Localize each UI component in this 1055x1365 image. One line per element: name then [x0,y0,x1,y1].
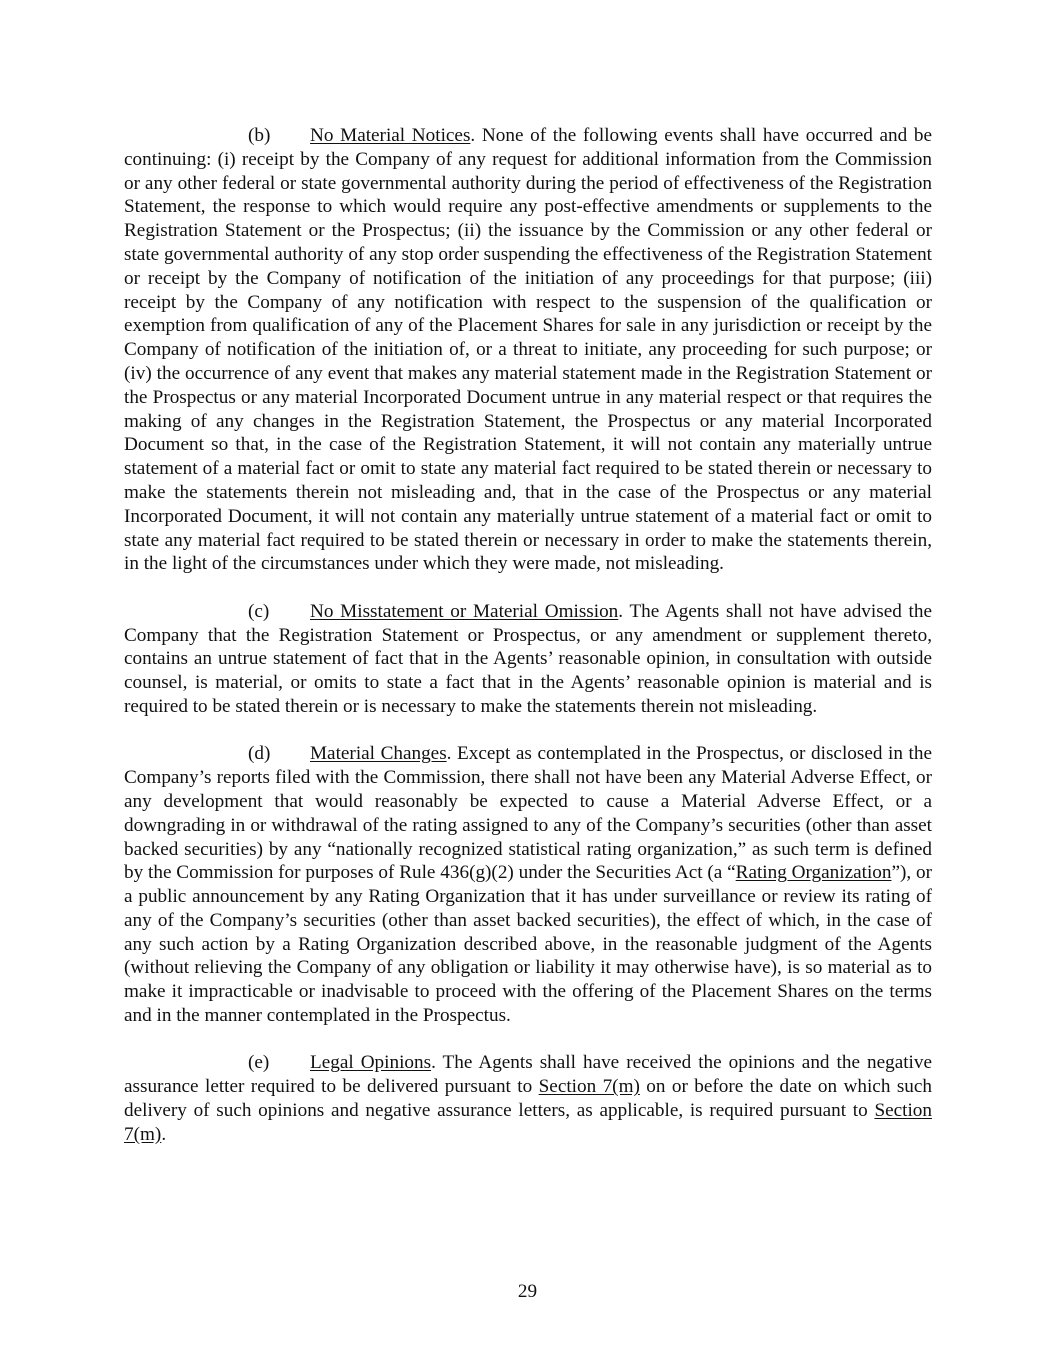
paragraph-body: . None of the following events shall have occurred and be continuing: (i) receipt by the Company of any request for additional information from the Commission or any other federal or state governmental authority during the period of effectiveness of the Registration Statement, the response to which would require any post-effective amendments or supplements to the Registration Statement or the Prospectus; (ii) the issuance by the Commission or any other federal or state governmental authority of any stop order suspending the effectiveness of the Registration Statement or receipt by the Company of notification of the initiation of any proceedings for that purpose; (iii) receipt by the Company of any notification with respect to the suspension of the qualification or exemption from qualification of any of the Placement Shares for sale in any jurisdiction or receipt by the Company of notification of the initiation of, or a threat to initiate, any proceeding for such purpose; or (iv) the occurrence of any event that makes any material statement made in the Registration Statement or the Prospectus or any material Incorporated Document untrue in any material respect or that requires the making of any changes in the Registration Statement, the Prospectus or any material Incorporated Document so that, in the case of the Registration Statement, it will not contain any materially untrue statement of a material fact or omit to state any material fact required to be stated therein or necessary to make the statements therein not misleading and, that in the case of the Prospectus or any material Incorporated Document, it will not contain any materially untrue statement of a material fact or omit to state any material fact required to be stated therein or necessary in order to make the statements therein, in the light of the circumstances under which they were made, not misleading. [124,125,933,575]
paragraph-heading: Legal Opinions [310,1052,432,1074]
paragraph-body: . The Agents shall have received the opinions and the negative assurance letter required to be delivered pursuant to [124,1052,932,1098]
document-page [124,124,932,1147]
paragraph-heading: No Material Notices [310,125,471,146]
paragraph-e [124,1051,932,1146]
paragraph-body: ”), or a public announcement by any Rating Organization that it has under surveillance or review its rating of any of the Company’s securities (other than asset backed securities), the effect of which, in the case of any such action by a Rating Organization described above, in the reasonable judgment of the Agents (without relieving the Company of any obligation or liability it may otherwise have), is so material as to make it impracticable or inadvisable to proceed with the offering of the Placement Shares on the terms and in the manner contemplated in the Prospectus. [124,862,932,1027]
paragraph-body: . The Agents shall not have advised the Company that the Registration Statement or Prospectus, or any amendment or supplement thereto, contains an untrue statement of fact that in the Agents’ reasonable opinion, in consultation with outside counsel, is material, or omits to state a fact that in the Agents’ reasonable opinion is material and is required to be stated therein or is necessary to make the statements therein not misleading. [124,600,932,717]
paragraph-body: . [161,1123,167,1145]
paragraph-heading: No Misstatement or Material Omission [310,600,619,622]
section-reference: Section 7(m) [538,1076,640,1098]
section-reference: Section 7(m) [124,1100,932,1145]
paragraph-d [124,742,932,1028]
paragraph-marker: (e) [248,1052,270,1074]
paragraph-b [124,124,932,576]
paragraph-marker: (d) [248,743,271,765]
paragraph-body: . Except as contemplated in the Prospectus, or disclosed in the Company’s reports filed with the Commission, there shall not have been any Material Adverse Effect, or any development that would reasonably be expected to cause a Material Adverse Effect, or a downgrading in or withdrawal of the rating assigned to any of the Company’s securities (other than asset backed securities) by any “nationally recognized statistical rating organization,” as such term is defined by the Commission for purposes of Rule 436(g)(2) under the Securities Act (a “ [124,743,932,884]
paragraph-c [124,600,932,719]
paragraph-marker: (b) [248,125,271,146]
defined-term: Rating Organization [735,862,892,884]
paragraph-heading: Material Changes [310,743,447,765]
page-number: 29 [517,1281,538,1302]
paragraph-marker: (c) [248,600,270,622]
paragraph-body: on or before the date on which such delivery of such opinions and negative assurance letters, as applicable, is required pursuant to [124,1076,932,1122]
